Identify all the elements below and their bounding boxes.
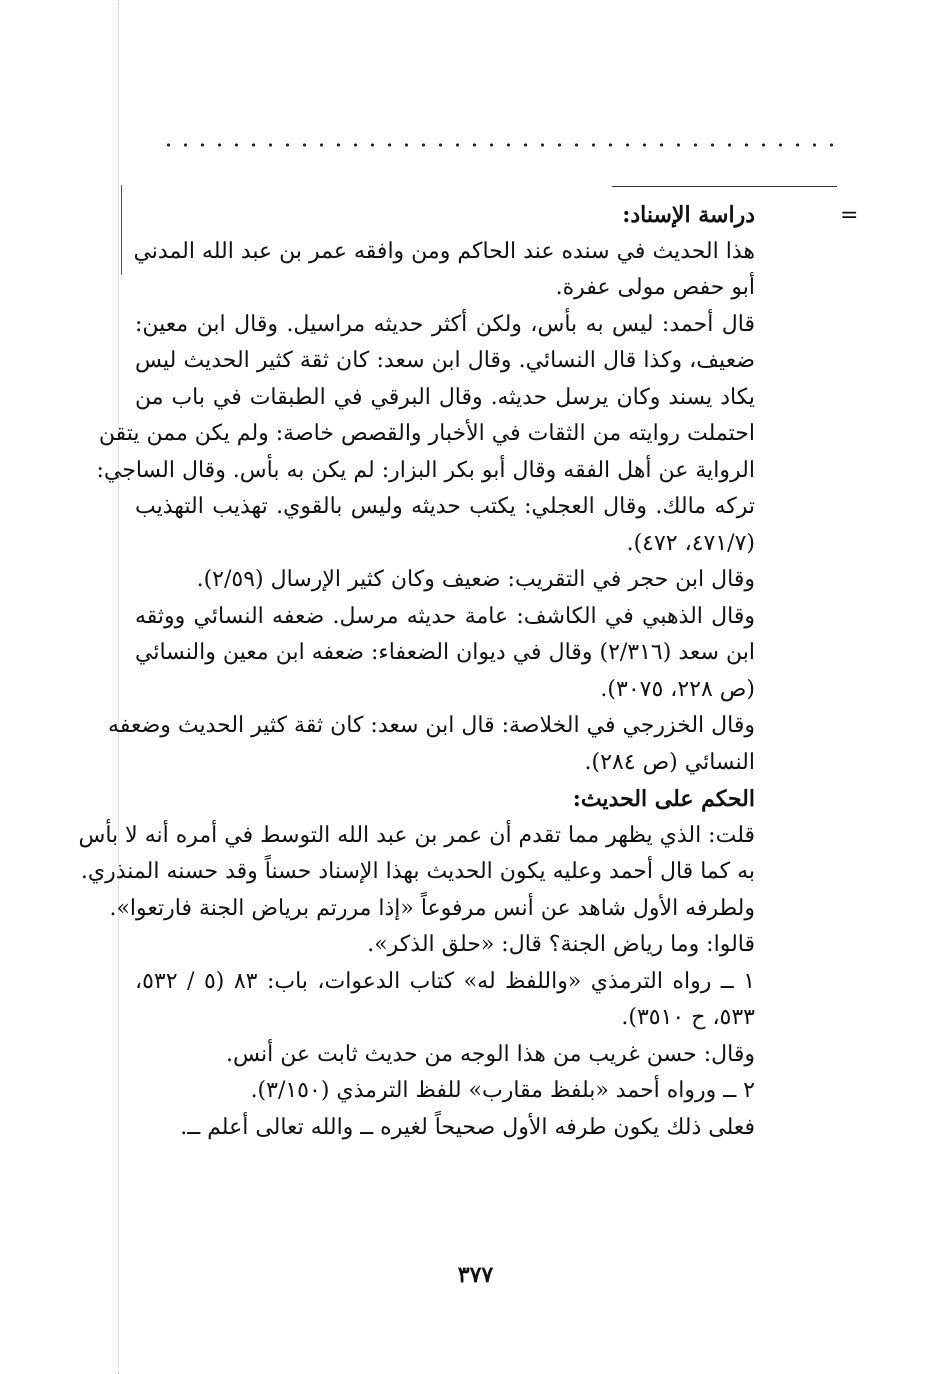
text-line: ولطرفه الأول شاهد عن أنس مرفوعاً «إذا مررتم برياض الجنة فارتعوا». (109, 895, 755, 921)
section-heading-isnad: دراسة الإسناد: (622, 202, 755, 228)
text-line: يكاد يسند وكان يرسل حديثه. وقال البرقي في الطبقات في باب من (135, 384, 755, 410)
text-line: قال أحمد: ليس به بأس، ولكن أكثر حديثه مراسيل. وقال ابن معين: (135, 311, 755, 337)
text-line: وقال الذهبي في الكاشف: عامة حديثه مرسل. ضعفه النسائي ووثقه (135, 603, 755, 629)
margin-rule (118, 0, 119, 1374)
text-line: هذا الحديث في سنده عند الحاكم ومن وافقه عمر بن عبد الله المدني (133, 238, 755, 264)
text-line: الرواية عن أهل الفقه وقال أبو بكر البزار: لم يكن به بأس. وقال الساجي: (96, 457, 755, 483)
text-line: وقال الخزرجي في الخلاصة: قال ابن سعد: كان ثقة كثير الحديث وضعفه (108, 713, 755, 738)
text-line: قلت: الذي يظهر مما تقدم أن عمر بن عبد الله التوسط في أمره أنه لا بأس (78, 822, 755, 848)
text-line: فعلى ذلك يكون طرفه الأول صحيحاً لغيره ــ والله تعالى أعلم ــ. (180, 1114, 755, 1140)
text-line: أبو حفص مولى عفرة. (555, 275, 755, 300)
text-line: (٤٧١/٧، ٤٧٢). (626, 530, 755, 556)
main-text (78, 197, 756, 1146)
text-line: ابن سعد (٢/٣١٦) وقال في ديوان الضعفاء: ضعفه ابن معين والنسائي (135, 640, 755, 665)
text-line: النسائي (ص ٢٨٤). (584, 749, 755, 775)
text-line: قالوا: وما رياض الجنة؟ قال: «حلق الذكر». (367, 932, 755, 957)
dotted-divider (160, 140, 840, 150)
text-line: وقال ابن حجر في التقريب: ضعيف وكان كثير الإرسال (٢/٥٩). (196, 567, 755, 592)
footnote-line: ١ ــ رواه الترمذي «واللفظ له» كتاب الدعوات، باب: ٨٣ (٥ / ٥٣٢، (135, 968, 756, 994)
continuation-marker: = (840, 203, 859, 228)
text-line: تركه مالك. وقال العجلي: يكتب حديثه وليس بالقوي. تهذيب التهذيب (135, 494, 755, 519)
section-heading-ruling: الحكم على الحديث: (572, 786, 755, 812)
page-number: ٣٧٧ (457, 1262, 494, 1288)
footnote-line: ٢ ــ ورواه أحمد «بلفظ مقارب» للفظ الترمذي (٣/١٥٠). (250, 1078, 755, 1103)
footnote-line: وقال: حسن غريب من هذا الوجه من حديث ثابت عن أنس. (226, 1041, 755, 1067)
footnote-line: ٥٣٣، ح ٣٥١٠). (621, 1005, 755, 1030)
text-line: ضعيف، وكذا قال النسائي. وقال ابن سعد: كان ثقة كثير الحديث ليس (135, 348, 755, 373)
footnote-separator (612, 186, 837, 187)
text-line: به كما قال أحمد وعليه يكون الحديث بهذا الإسناد حسناً وقد حسنه المنذري. (80, 859, 755, 884)
text-line: (ص ٢٢٨، ٣٠٧٥). (600, 676, 755, 702)
text-line: احتملت روايته من الثقات في الأخبار والقصص خاصة: ولم يكن ممن يتقن (98, 421, 755, 446)
inner-vertical-rule (121, 185, 122, 275)
